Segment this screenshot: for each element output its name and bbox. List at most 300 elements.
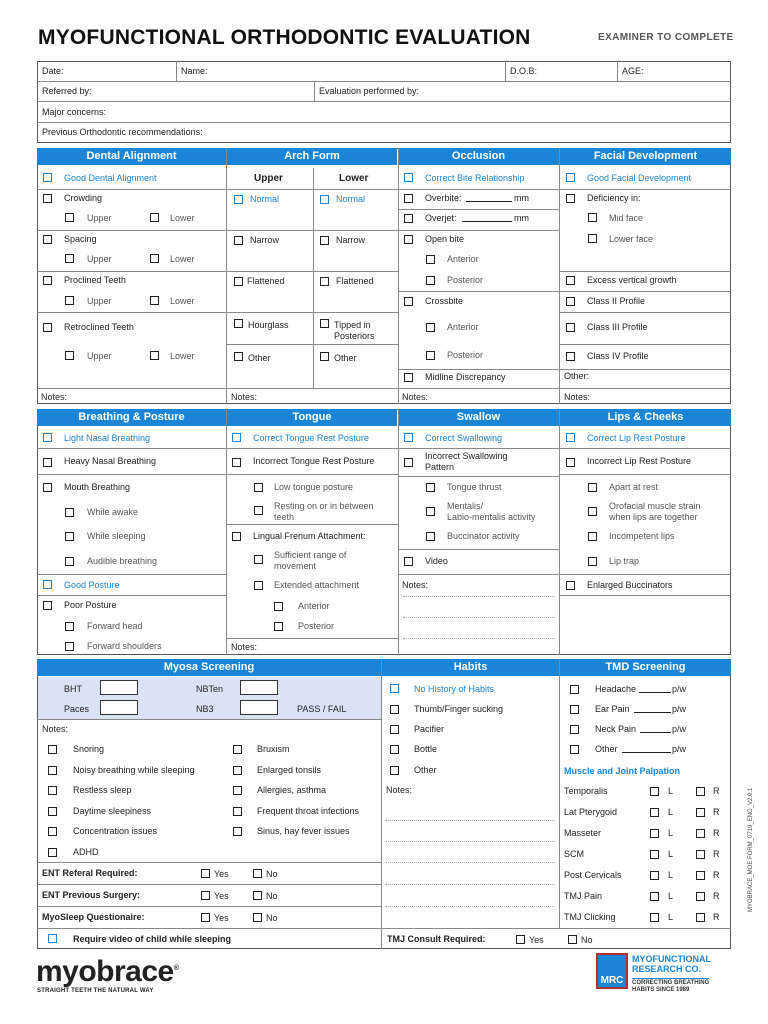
mrc-company-name-1: MYOFUNCTIONAL xyxy=(632,954,711,964)
throat-infections-label: Frequent throat infections xyxy=(257,806,360,816)
palpation-scm-left-checkbox[interactable] xyxy=(650,850,659,859)
frenum-anterior-checkbox[interactable] xyxy=(274,602,283,611)
class2-checkbox[interactable] xyxy=(566,297,575,306)
bruxism-checkbox[interactable] xyxy=(233,745,242,754)
concentration-label: Concentration issues xyxy=(73,826,158,836)
midface-label: Mid face xyxy=(609,213,644,223)
arch-lower-tipped-label-2: Posteriors xyxy=(334,331,375,341)
arch-upper-hourglass-label: Hourglass xyxy=(248,320,289,330)
examiner-note: EXAMINER TO COMPLETE xyxy=(598,32,734,43)
correct-bite-label: Correct Bite Relationship xyxy=(425,173,525,183)
correct-tongue-label: Correct Tongue Rest Posture xyxy=(253,433,369,443)
retroclined-upper-label: Upper xyxy=(87,351,112,361)
restless-sleep-checkbox[interactable] xyxy=(48,786,57,795)
audible-breathing-label: Audible breathing xyxy=(87,556,158,566)
incorrect-swallowing-checkbox[interactable] xyxy=(404,458,413,467)
overbite-input[interactable] xyxy=(466,193,512,202)
forward-shoulders-checkbox[interactable] xyxy=(65,642,74,651)
bht-input[interactable] xyxy=(100,680,138,695)
allergies-checkbox[interactable] xyxy=(233,786,242,795)
frenum-posterior-checkbox[interactable] xyxy=(274,622,283,631)
ear-pain-checkbox[interactable] xyxy=(570,705,579,714)
arch-lower-heading: Lower xyxy=(339,173,369,184)
palpation-tmjclick-right-checkbox[interactable] xyxy=(696,913,705,922)
forward-shoulders-label: Forward shoulders xyxy=(87,641,162,651)
myobrace-logo-text: myobrace xyxy=(36,955,174,988)
paces-label: Paces xyxy=(64,704,90,714)
lip-trap-checkbox[interactable] xyxy=(588,557,597,566)
myosleep-no-checkbox[interactable] xyxy=(253,913,262,922)
previous-recommendations-field[interactable]: Previous Orthodontic recommendations: xyxy=(42,127,203,137)
palpation-masseter-right-checkbox[interactable] xyxy=(696,829,705,838)
apart-rest-label: Apart at rest xyxy=(609,482,659,492)
arch-lower-narrow-label: Narrow xyxy=(336,235,366,245)
incorrect-lip-checkbox[interactable] xyxy=(566,458,575,467)
myosleep-yes-label: Yes xyxy=(214,913,229,923)
arch-lower-normal-checkbox[interactable] xyxy=(320,195,329,204)
tmj-consult-no-checkbox[interactable] xyxy=(568,935,577,944)
restless-sleep-label: Restless sleep xyxy=(73,785,132,795)
frenum-posterior-label: Posterior xyxy=(298,621,335,631)
lowerface-label: Lower face xyxy=(609,234,654,244)
occlusion-notes-label[interactable]: Notes: xyxy=(402,392,429,402)
sufficient-range-checkbox[interactable] xyxy=(254,555,263,564)
midline-checkbox[interactable] xyxy=(404,373,413,382)
overjet-label: Overjet: xyxy=(425,213,457,223)
headache-checkbox[interactable] xyxy=(570,685,579,694)
ent-referral-label: ENT Referal Required: xyxy=(42,868,138,878)
good-posture-checkbox[interactable] xyxy=(43,580,52,589)
proclined-upper-label: Upper xyxy=(87,296,112,306)
palpation-postcerv-left-checkbox[interactable] xyxy=(650,871,659,880)
myosleep-label: MyoSleep Questionaire: xyxy=(42,912,145,922)
ear-pain-unit: p/w xyxy=(672,704,687,714)
while-awake-checkbox[interactable] xyxy=(65,508,74,517)
overjet-input[interactable] xyxy=(462,213,512,222)
pacifier-label: Pacifier xyxy=(414,724,445,734)
crowding-lower-checkbox[interactable] xyxy=(150,213,159,222)
snoring-label: Snoring xyxy=(73,744,105,754)
proclined-checkbox[interactable] xyxy=(43,276,52,285)
ear-pain-label: Ear Pain xyxy=(595,704,630,714)
proclined-label: Proclined Teeth xyxy=(64,275,126,285)
ent-referral-no-label: No xyxy=(266,869,278,879)
correct-lip-label: Correct Lip Rest Posture xyxy=(587,433,686,443)
palpation-temporalis-left-label: L xyxy=(668,786,674,796)
excess-vertical-label: Excess vertical growth xyxy=(587,275,677,285)
openbite-label: Open bite xyxy=(425,234,465,244)
palpation-tmjclick-left-label: L xyxy=(668,912,674,922)
palpation-latptery-left-checkbox[interactable] xyxy=(650,808,659,817)
crossbite-anterior-label: Anterior xyxy=(447,322,479,332)
correct-tongue-checkbox[interactable] xyxy=(232,433,241,442)
neck-pain-unit: p/w xyxy=(672,724,687,734)
incorrect-tongue-checkbox[interactable] xyxy=(232,458,241,467)
bottle-checkbox[interactable] xyxy=(390,745,399,754)
arch-lower-other-label: Other xyxy=(334,353,357,363)
lip-trap-label: Lip trap xyxy=(609,556,640,566)
dental-alignment-header: Dental Alignment xyxy=(37,148,226,165)
class2-label: Class II Profile xyxy=(587,296,646,306)
incorrect-tongue-label: Incorrect Tongue Rest Posture xyxy=(253,456,375,466)
while-awake-label: While awake xyxy=(87,507,139,517)
incorrect-swallowing-label-2: Pattern xyxy=(425,462,455,472)
enlarged-tonsils-checkbox[interactable] xyxy=(233,766,242,775)
retroclined-label: Retroclined Teeth xyxy=(64,322,134,332)
swallow-video-label: Video xyxy=(425,556,448,566)
ent-referral-yes-checkbox[interactable] xyxy=(201,869,210,878)
mentalis-label-2: Labio-mentalis activity xyxy=(447,512,536,522)
light-nasal-checkbox[interactable] xyxy=(43,433,52,442)
openbite-posterior-checkbox[interactable] xyxy=(426,276,435,285)
palpation-latptery-right-label: R xyxy=(713,807,720,817)
major-concerns-field[interactable]: Major concerns: xyxy=(42,107,107,117)
page-title: MYOFUNCTIONAL ORTHODONTIC EVALUATION xyxy=(38,26,531,49)
headache-input[interactable] xyxy=(639,684,671,693)
openbite-checkbox[interactable] xyxy=(404,235,413,244)
tmj-consult-yes-label: Yes xyxy=(529,935,544,945)
spacing-lower-checkbox[interactable] xyxy=(150,254,159,263)
crossbite-anterior-checkbox[interactable] xyxy=(426,323,435,332)
forward-head-label: Forward head xyxy=(87,621,143,631)
neck-pain-label: Neck Pain xyxy=(595,724,637,734)
mentalis-checkbox[interactable] xyxy=(426,507,435,516)
proclined-lower-checkbox[interactable] xyxy=(150,296,159,305)
arch-lower-normal-label: Normal xyxy=(336,194,366,204)
good-dental-alignment-label: Good Dental Alignment xyxy=(64,173,157,183)
audible-breathing-checkbox[interactable] xyxy=(65,557,74,566)
pass-fail-label[interactable]: PASS / FAIL xyxy=(297,704,347,714)
mrc-tagline-2: HABITS SINCE 1989 xyxy=(632,987,690,993)
mrc-company-name-2: RESEARCH CO. xyxy=(632,964,702,974)
low-tongue-label: Low tongue posture xyxy=(274,482,354,492)
sinus-label: Sinus, hay fever issues xyxy=(257,826,350,836)
extended-attachment-label: Extended attachment xyxy=(274,580,360,590)
ent-surgery-no-label: No xyxy=(266,891,278,901)
arch-upper-narrow-checkbox[interactable] xyxy=(234,236,243,245)
myosa-screening-header: Myosa Screening xyxy=(37,659,381,676)
crossbite-posterior-label: Posterior xyxy=(447,350,484,360)
proclined-upper-checkbox[interactable] xyxy=(65,296,74,305)
resting-teeth-checkbox[interactable] xyxy=(254,506,263,515)
sufficient-range-label: Sufficient range of xyxy=(274,550,347,560)
bottle-label: Bottle xyxy=(414,744,438,754)
palpation-tmjpain-left-label: L xyxy=(668,891,674,901)
proclined-lower-label: Lower xyxy=(170,296,195,306)
palpation-tmjclick-left-checkbox[interactable] xyxy=(650,913,659,922)
lingual-frenum-checkbox[interactable] xyxy=(232,532,241,541)
mouth-breathing-checkbox[interactable] xyxy=(43,483,52,492)
palpation-masseter-label: Masseter xyxy=(564,828,602,838)
palpation-tmjclick-right-label: R xyxy=(713,912,720,922)
daytime-sleepiness-label: Daytime sleepiness xyxy=(73,806,152,816)
lingual-frenum-label: Lingual Frenum Attachment: xyxy=(253,531,366,541)
class4-label: Class IV Profile xyxy=(587,351,649,361)
crossbite-posterior-checkbox[interactable] xyxy=(426,351,435,360)
palpation-masseter-right-label: R xyxy=(713,828,720,838)
mrc-company-name xyxy=(632,954,711,974)
while-sleeping-label: While sleeping xyxy=(87,531,146,541)
sufficient-range-label-2: movement xyxy=(274,561,317,571)
arch-lower-other-checkbox[interactable] xyxy=(320,352,329,361)
neck-pain-checkbox[interactable] xyxy=(570,725,579,734)
heavy-nasal-checkbox[interactable] xyxy=(43,458,52,467)
good-facial-checkbox[interactable] xyxy=(566,173,575,182)
openbite-anterior-checkbox[interactable] xyxy=(426,255,435,264)
midline-label: Midline Discrepancy xyxy=(425,372,506,382)
openbite-anterior-label: Anterior xyxy=(447,254,479,264)
mrc-logo-icon xyxy=(596,953,628,989)
class3-checkbox[interactable] xyxy=(566,323,575,332)
bruxism-label: Bruxism xyxy=(257,744,290,754)
openbite-posterior-label: Posterior xyxy=(447,275,484,285)
ent-surgery-yes-label: Yes xyxy=(214,891,229,901)
overbite-label: Overbite: xyxy=(425,193,462,203)
paces-input[interactable] xyxy=(100,700,138,715)
retroclined-checkbox[interactable] xyxy=(43,323,52,332)
forward-head-checkbox[interactable] xyxy=(65,622,74,631)
tmd-other-unit: p/w xyxy=(672,744,687,754)
arch-form-header: Arch Form xyxy=(227,148,397,165)
palpation-scm-left-label: L xyxy=(668,849,674,859)
performed-by-field[interactable]: Evaluation performed by: xyxy=(319,86,420,96)
palpation-latptery-left-label: L xyxy=(668,807,674,817)
crowding-label: Crowding xyxy=(64,193,103,203)
enlarged-tonsils-label: Enlarged tonsils xyxy=(257,765,322,775)
mentalis-label: Mentalis/ xyxy=(447,501,484,511)
require-video-checkbox[interactable] xyxy=(48,934,57,943)
palpation-postcerv-right-checkbox[interactable] xyxy=(696,871,705,880)
no-habits-checkbox[interactable] xyxy=(390,684,399,693)
apart-rest-checkbox[interactable] xyxy=(588,483,597,492)
daytime-sleepiness-checkbox[interactable] xyxy=(48,807,57,816)
referred-by-field[interactable]: Referred by: xyxy=(42,86,92,96)
nb3-input[interactable] xyxy=(240,700,278,715)
crossbite-checkbox[interactable] xyxy=(404,297,413,306)
myobrace-logo xyxy=(36,955,178,989)
nb3-label: NB3 xyxy=(196,704,214,714)
myosleep-no-label: No xyxy=(266,913,278,923)
overbite-checkbox[interactable] xyxy=(404,194,413,203)
correct-lip-checkbox[interactable] xyxy=(566,433,575,442)
buccinator-label: Buccinator activity xyxy=(447,531,520,541)
arch-upper-other-label: Other xyxy=(248,353,271,363)
breathing-posture-header: Breathing & Posture xyxy=(37,409,226,426)
ear-pain-input[interactable] xyxy=(634,704,671,713)
habits-notes-label[interactable]: Notes: xyxy=(386,785,413,795)
crowding-upper-checkbox[interactable] xyxy=(65,213,74,222)
myobrace-logo-reg: ® xyxy=(173,965,179,972)
bht-label: BHT xyxy=(64,684,82,694)
palpation-temporalis-right-label: R xyxy=(713,786,720,796)
noisy-breathing-checkbox[interactable] xyxy=(48,766,57,775)
ent-surgery-no-checkbox[interactable] xyxy=(253,891,262,900)
require-video-label: Require video of child while sleeping xyxy=(73,934,232,944)
tmd-screening-header: TMD Screening xyxy=(560,659,731,676)
myosleep-yes-checkbox[interactable] xyxy=(201,913,210,922)
palpation-heading: Muscle and Joint Palpation xyxy=(564,766,681,776)
midface-checkbox[interactable] xyxy=(588,213,597,222)
correct-swallowing-label: Correct Swallowing xyxy=(425,433,503,443)
arch-upper-flattened-label: Flattened xyxy=(247,276,285,286)
tmj-consult-label: TMJ Consult Required: xyxy=(387,934,486,944)
frenum-anterior-label: Anterior xyxy=(298,601,330,611)
arch-upper-flattened-checkbox[interactable] xyxy=(234,277,243,286)
ent-referral-no-checkbox[interactable] xyxy=(253,869,262,878)
extended-attachment-checkbox[interactable] xyxy=(254,581,263,590)
incorrect-swallowing-label: Incorrect Swallowing xyxy=(425,451,508,461)
muscle-strain-checkbox[interactable] xyxy=(588,507,597,516)
facial-notes-label[interactable]: Notes: xyxy=(564,392,591,402)
name-field[interactable]: Name: xyxy=(181,66,208,76)
pacifier-checkbox[interactable] xyxy=(390,725,399,734)
deficiency-checkbox[interactable] xyxy=(566,194,575,203)
resting-teeth-label: Resting on or in between xyxy=(274,501,374,511)
neck-pain-input[interactable] xyxy=(640,724,671,733)
good-posture-label: Good Posture xyxy=(64,580,120,590)
palpation-tmjclick-label: TMJ Clicking xyxy=(564,912,616,922)
palpation-scm-right-label: R xyxy=(713,849,720,859)
headache-unit: p/w xyxy=(672,684,687,694)
ent-surgery-label: ENT Previous Surgery: xyxy=(42,890,141,900)
arch-upper-narrow-label: Narrow xyxy=(250,235,280,245)
facial-other-label[interactable]: Other: xyxy=(564,371,590,381)
arch-upper-hourglass-checkbox[interactable] xyxy=(234,319,243,328)
retroclined-lower-checkbox[interactable] xyxy=(150,351,159,360)
habits-header: Habits xyxy=(382,659,559,676)
spacing-upper-label: Upper xyxy=(87,254,112,264)
mrc-tagline-1: CORRECTING BREATHING xyxy=(632,980,710,986)
correct-swallowing-checkbox[interactable] xyxy=(404,433,413,442)
palpation-scm-label: SCM xyxy=(564,849,584,859)
arch-upper-other-checkbox[interactable] xyxy=(234,352,243,361)
arch-lower-flattened-label: Flattened xyxy=(336,276,374,286)
tmd-other-label: Other xyxy=(595,744,618,754)
overbite-unit: mm xyxy=(514,193,529,203)
dob-field[interactable]: D.O.B: xyxy=(510,66,538,76)
lips-cheeks-header: Lips & Cheeks xyxy=(560,409,731,426)
adhd-label: ADHD xyxy=(73,847,99,857)
nbten-input[interactable] xyxy=(240,680,278,695)
while-sleeping-checkbox[interactable] xyxy=(65,532,74,541)
spacing-checkbox[interactable] xyxy=(43,235,52,244)
palpation-tmjpain-left-checkbox[interactable] xyxy=(650,892,659,901)
ent-referral-yes-label: Yes xyxy=(214,869,229,879)
snoring-checkbox[interactable] xyxy=(48,745,57,754)
thumb-sucking-checkbox[interactable] xyxy=(390,705,399,714)
headache-label: Headache xyxy=(595,684,637,694)
arch-lower-tipped-label: Tipped in xyxy=(334,320,371,330)
poor-posture-checkbox[interactable] xyxy=(43,601,52,610)
tongue-thrust-label: Tongue thrust xyxy=(447,482,502,492)
concentration-checkbox[interactable] xyxy=(48,827,57,836)
spacing-upper-checkbox[interactable] xyxy=(65,254,74,263)
enlarged-buccinators-label: Enlarged Buccinators xyxy=(587,580,673,590)
enlarged-buccinators-checkbox[interactable] xyxy=(566,581,575,590)
palpation-latptery-right-checkbox[interactable] xyxy=(696,808,705,817)
age-field[interactable]: AGE: xyxy=(622,66,644,76)
crossbite-label: Crossbite xyxy=(425,296,464,306)
incompetent-lips-label: Incompetent lips xyxy=(609,531,675,541)
facial-development-header: Facial Development xyxy=(560,148,731,165)
arch-upper-normal-checkbox[interactable] xyxy=(234,195,243,204)
overjet-unit: mm xyxy=(514,213,529,223)
tmj-consult-yes-checkbox[interactable] xyxy=(516,935,525,944)
excess-vertical-checkbox[interactable] xyxy=(566,276,575,285)
habits-other-checkbox[interactable] xyxy=(390,766,399,775)
swallow-notes-label[interactable]: Notes: xyxy=(402,580,429,590)
nbten-label: NBTen xyxy=(196,684,224,694)
palpation-postcerv-right-label: R xyxy=(713,870,720,880)
lowerface-checkbox[interactable] xyxy=(588,234,597,243)
arch-upper-normal-label: Normal xyxy=(250,194,280,204)
retroclined-lower-label: Lower xyxy=(170,351,195,361)
sinus-checkbox[interactable] xyxy=(233,827,242,836)
ent-surgery-yes-checkbox[interactable] xyxy=(201,891,210,900)
tongue-header: Tongue xyxy=(227,409,397,426)
arch-lower-flattened-checkbox[interactable] xyxy=(320,277,329,286)
good-dental-alignment-checkbox[interactable] xyxy=(43,173,52,182)
occlusion-header: Occlusion xyxy=(398,148,559,165)
correct-bite-checkbox[interactable] xyxy=(404,173,413,182)
arch-lower-narrow-checkbox[interactable] xyxy=(320,236,329,245)
palpation-temporalis-left-checkbox[interactable] xyxy=(650,787,659,796)
myosa-notes-label[interactable]: Notes: xyxy=(42,724,69,734)
palpation-latptery-label: Lat Pterygoid xyxy=(564,807,618,817)
mrc-tagline xyxy=(632,978,709,994)
swallow-video-checkbox[interactable] xyxy=(404,557,413,566)
muscle-strain-label-2: when lips are together xyxy=(609,512,698,522)
date-field[interactable]: Date: xyxy=(42,66,64,76)
dental-notes-label[interactable]: Notes: xyxy=(41,392,68,402)
crowding-checkbox[interactable] xyxy=(43,194,52,203)
tmd-other-input[interactable] xyxy=(622,744,671,753)
palpation-scm-right-checkbox[interactable] xyxy=(696,850,705,859)
palpation-temporalis-label: Temporalis xyxy=(564,786,608,796)
spacing-label: Spacing xyxy=(64,234,97,244)
palpation-tmjpain-right-checkbox[interactable] xyxy=(696,892,705,901)
myobrace-tagline: STRAIGHT TEETH THE NATURAL WAY xyxy=(37,988,154,994)
allergies-label: Allergies, asthma xyxy=(257,785,327,795)
class4-checkbox[interactable] xyxy=(566,352,575,361)
crowding-lower-label: Lower xyxy=(170,213,195,223)
tmd-other-checkbox[interactable] xyxy=(570,745,579,754)
poor-posture-label: Poor Posture xyxy=(64,600,117,610)
thumb-sucking-label: Thumb/Finger sucking xyxy=(414,704,504,714)
resting-teeth-label-2: teeth xyxy=(274,512,295,522)
incorrect-lip-label: Incorrect Lip Rest Posture xyxy=(587,456,692,466)
palpation-masseter-left-label: L xyxy=(668,828,674,838)
throat-infections-checkbox[interactable] xyxy=(233,807,242,816)
palpation-postcerv-left-label: L xyxy=(668,870,674,880)
buccinator-checkbox[interactable] xyxy=(426,532,435,541)
palpation-temporalis-right-checkbox[interactable] xyxy=(696,787,705,796)
tongue-thrust-checkbox[interactable] xyxy=(426,483,435,492)
retroclined-upper-checkbox[interactable] xyxy=(65,351,74,360)
adhd-checkbox[interactable] xyxy=(48,848,57,857)
tongue-notes-label[interactable]: Notes: xyxy=(231,642,258,652)
heavy-nasal-label: Heavy Nasal Breathing xyxy=(64,456,157,466)
low-tongue-checkbox[interactable] xyxy=(254,483,263,492)
arch-notes-label[interactable]: Notes: xyxy=(231,392,258,402)
palpation-masseter-left-checkbox[interactable] xyxy=(650,829,659,838)
no-habits-label: No History of Habits xyxy=(414,684,495,694)
incompetent-lips-checkbox[interactable] xyxy=(588,532,597,541)
overjet-checkbox[interactable] xyxy=(404,214,413,223)
tmj-consult-no-label: No xyxy=(581,935,593,945)
arch-lower-tipped-checkbox[interactable] xyxy=(320,319,329,328)
mouth-breathing-label: Mouth Breathing xyxy=(64,482,131,492)
